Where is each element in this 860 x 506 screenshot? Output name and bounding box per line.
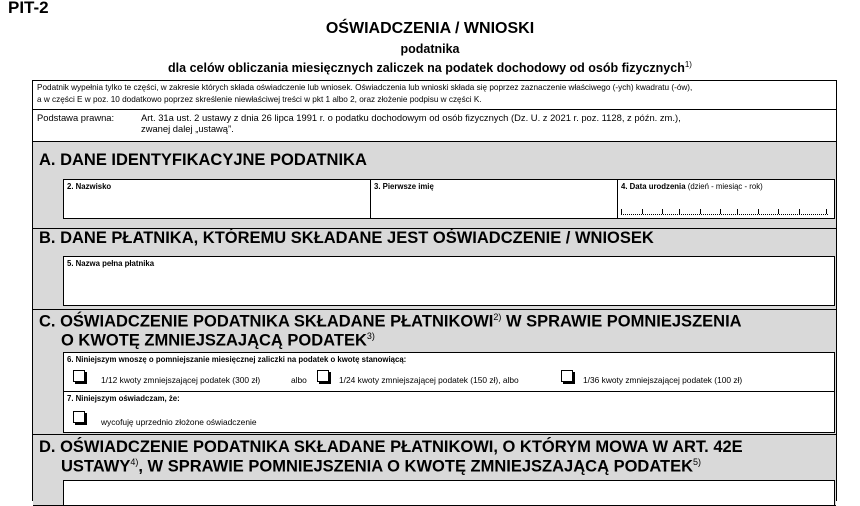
surname-field[interactable]	[63, 179, 371, 219]
section-c	[33, 310, 836, 435]
option-1-24-checkbox[interactable]	[317, 370, 329, 382]
first-name-field[interactable]	[370, 179, 618, 219]
option-1-36-label: 1/36 kwoty zmniejszającej podatek (100 zł)	[583, 375, 743, 385]
footnote-ref: 1)	[684, 60, 692, 69]
section-d-title-1: D. OŚWIADCZENIE PODATNIKA SKŁADANE PŁATNIKOWI, O KTÓRYM MOWA W ART. 42E	[39, 438, 743, 456]
option-1-36-checkbox[interactable]	[561, 370, 573, 382]
withdraw-checkbox[interactable]	[73, 411, 85, 423]
legal-basis-text-1: Art. 31a ust. 2 ustawy z dnia 26 lipca 1991 r. o podatku dochodowym od osób fizycznych (Dz. U. z 2021 r. poz. 1128, z późn. zm.),	[141, 112, 681, 123]
birth-date-ticks	[621, 209, 828, 215]
instructions-box	[33, 81, 836, 110]
form-purpose: dla celów obliczania miesięcznych zaliczek na podatek dochodowy od osób fizycznych$^{1)}$	[168, 60, 692, 76]
payer-name-label: 5. Nazwa pełna płatnika	[67, 259, 155, 268]
field-6-label: 6. Niniejszym wnoszę o pomniejszanie miesięcznej zaliczki na podatek o kwotę stanowiącą:	[67, 355, 407, 364]
form-code: PIT-2	[8, 0, 49, 17]
surname-label: 2. Nazwisko	[67, 182, 112, 191]
option-1-24-label: 1/24 kwoty zmniejszającej podatek (150 zł), albo	[339, 375, 519, 385]
section-b	[33, 229, 836, 310]
legal-basis-label: Podstawa prawna:	[37, 112, 115, 123]
form-title: OŚWIADCZENIA / WNIOSKI	[325, 20, 535, 37]
section-d	[33, 435, 836, 506]
legal-basis	[33, 110, 836, 142]
legal-basis-text-2: zwanej dalej „ustawą”.	[141, 123, 234, 134]
section-b-title: B. DANE PŁATNIKA, KTÓREMU SKŁADANE JEST OŚWIADCZENIE / WNIOSEK	[39, 229, 654, 247]
section-c-title-2: O KWOTĘ ZMNIEJSZAJĄCĄ PODATEK$^{3)}$	[61, 331, 375, 350]
option-1-12-label: 1/12 kwoty zmniejszającej podatek (300 zł)	[101, 375, 261, 385]
section-a	[33, 142, 836, 229]
form-body	[32, 80, 837, 501]
separator-albo: albo	[291, 375, 307, 385]
option-1-12-checkbox[interactable]	[73, 370, 85, 382]
withdraw-label: wycofuję uprzednio złożone oświadczenie	[101, 417, 257, 427]
payer-name-field[interactable]	[63, 256, 835, 306]
instructions-line-2: a w części E w poz. 10 dodatkowo poprzez skreślenie niewłaściwej treści w pkt 1 albo 2, oraz złożenie podpisu w części K.	[37, 95, 482, 104]
field-6	[63, 352, 835, 392]
first-name-label: 3. Pierwsze imię	[374, 182, 434, 191]
birth-date-field[interactable]	[617, 179, 835, 219]
field-7	[63, 391, 835, 433]
birth-date-label: 4. Data urodzenia (dzień - miesiąc - rok)	[621, 182, 763, 191]
section-d-title-2: USTAWY$^{4)}$, W SPRAWIE POMNIEJSZENIA O KWOTĘ ZMNIEJSZAJĄCĄ PODATEK$^{5)}$	[61, 457, 702, 476]
section-a-title: A. DANE IDENTYFIKACYJNE PODATNIKA	[39, 151, 367, 169]
section-c-title-1: C. OŚWIADCZENIE PODATNIKA SKŁADANE PŁATNIKOWI$^{2)}$ W SPRAWIE POMNIEJSZENIA	[39, 312, 742, 331]
field-7-label: 7. Niniejszym oświadczam, że:	[67, 394, 180, 403]
form-subtitle: podatnika	[400, 42, 460, 56]
instructions-line-1: Podatnik wypełnia tylko te części, w zakresie których składa oświadczenie lub wniosek. Oświadczenia lub wnioski składa się poprzez zaznaczenie właściwego (-ych) kwadratu (-ów),	[37, 83, 693, 92]
